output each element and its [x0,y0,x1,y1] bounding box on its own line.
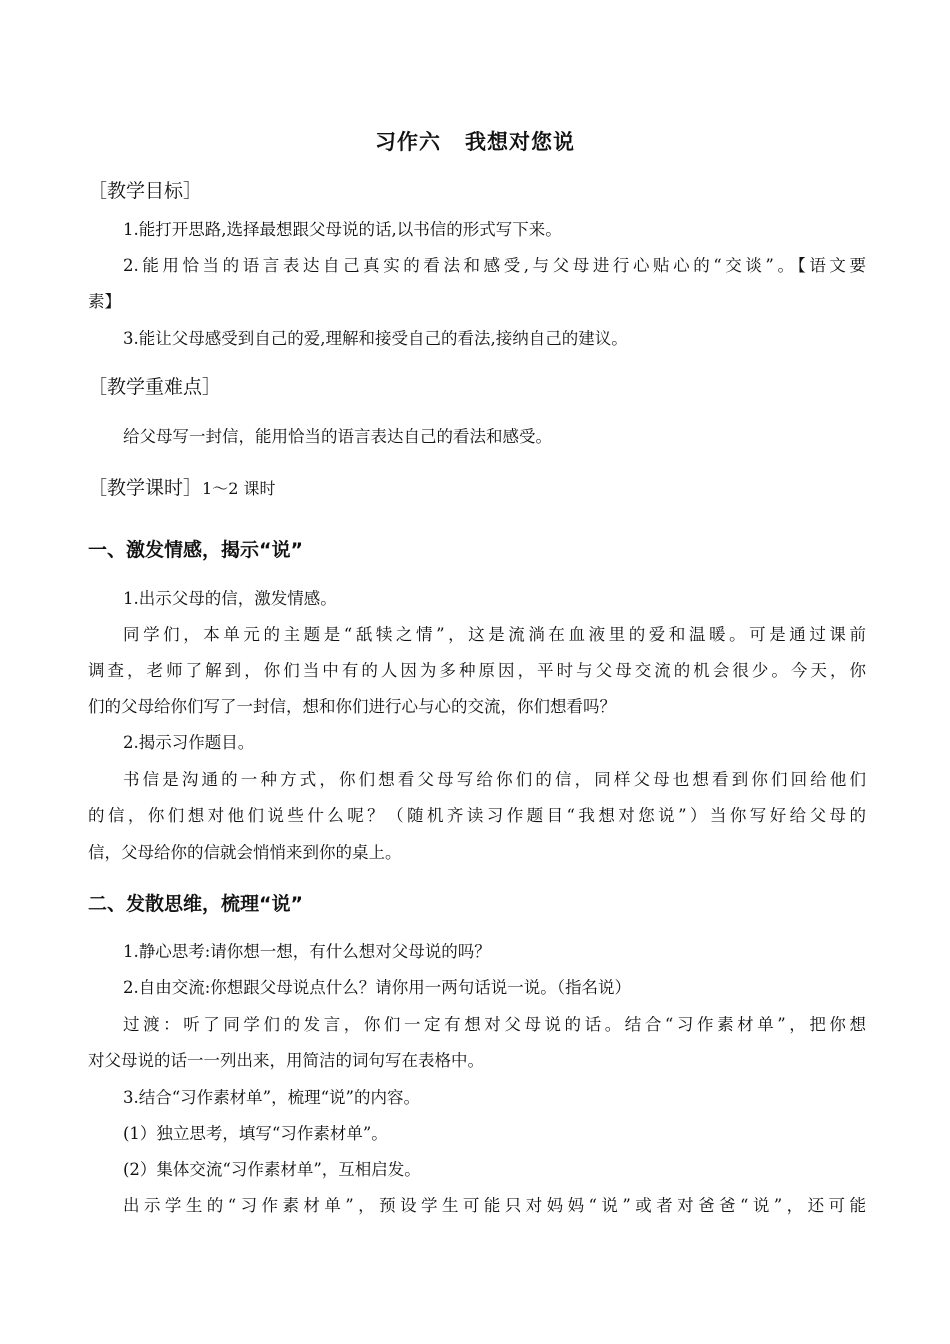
hours-row [88,473,275,500]
difficulty-text: 给父母写一封信，能用恰当的语言表达自己的看法和感受。 [123,427,552,446]
goals-heading: ［教学目标］ [88,180,203,202]
part2-line: 1.静心思考:请你想一想，有什么想对父母说的吗？ [123,942,491,961]
part2-line: (1）独立思考，填写“习作素材单”。 [123,1124,388,1143]
part2-heading: 二、发散思维，梳理“说” [88,893,303,915]
part1-line: 同学们，本单元的主题是“舐犊之情”，这是流淌在血液里的爱和温暖。可是通过课前 [123,625,866,644]
difficulty-heading: ［教学重难点］ [88,376,222,398]
part1-line: 书信是沟通的一种方式，你们想看父母写给你们的信，同样父母也想看到你们回给他们 [123,770,866,789]
part2-line: 3.结合“习作素材单”，梳理“说”的内容。 [123,1088,420,1107]
part1-line: 的信，你们想对他们说些什么呢？（随机齐读习作题目“我想对您说”）当你写好给父母的 [88,806,866,825]
part1-line: 们的父母给你们写了一封信，想和你们进行心与心的交流，你们想看吗？ [88,697,616,716]
part2-line: 出示学生的“习作素材单”，预设学生可能只对妈妈“说”或者对爸爸“说”，还可能 [123,1196,866,1215]
part2-line: 2.自由交流:你想跟父母说点什么？请你用一两句话说一说。（指名说） [123,978,632,997]
page-title [0,126,950,156]
goal-item-2-cont: 素】 [88,292,121,311]
part1-line: 调查，老师了解到，你们当中有的人因为多种原因，平时与父母交流的机会很少。今天，你 [88,661,866,680]
part1-line: 2.揭示习作题目。 [123,733,255,752]
goal-item-3: 3.能让父母感受到自己的爱,理解和接受自己的看法,接纳自己的建议。 [123,329,628,348]
part1-heading: 一、激发情感，揭示“说” [88,539,303,561]
goal-item-2: 2.能用恰当的语言表达自己真实的看法和感受,与父母进行心贴心的“交谈”。【语文要 [123,256,866,275]
part2-line: 对父母说的话一一列出来，用简洁的词句写在表格中。 [88,1051,484,1070]
goal-item-1: 1.能打开思路,选择最想跟父母说的话,以书信的形式写下来。 [123,220,562,239]
title-sub: 我想对您说 [465,130,575,154]
part1-line: 信，父母给你的信就会悄悄来到你的桌上。 [88,843,402,862]
title-main: 习作六 [375,130,441,154]
part2-line: (2）集体交流“习作素材单”，互相启发。 [123,1160,421,1179]
part1-line: 1.出示父母的信，激发情感。 [123,589,337,608]
hours-value: 1～2 课时 [202,479,276,498]
hours-heading: ［教学课时］ [88,477,203,499]
part2-line: 过渡：听了同学们的发言，你们一定有想对父母说的话。结合“习作素材单”，把你想 [123,1015,866,1034]
